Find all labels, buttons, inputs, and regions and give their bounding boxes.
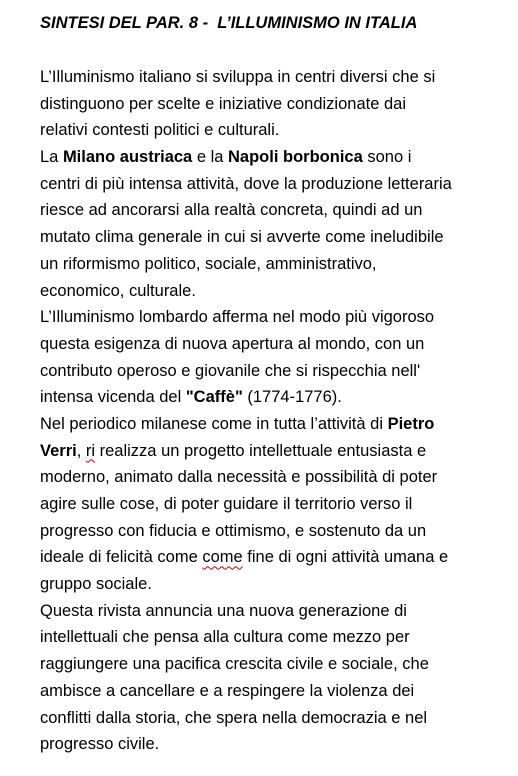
text-line: progresso con fiducia e ottimismo, e sostenuto da un <box>40 521 427 540</box>
text-line: mutato clima generale in cui si avverte come ineludibile <box>40 228 444 247</box>
text-line: ambisce a cancellare e a respingere la violenza dei <box>40 681 415 700</box>
text-line: questa esigenza di nuova apertura al mondo, con un <box>40 334 425 353</box>
text-line: agire sulle cose, di poter guidare il territorio verso il <box>40 495 413 513</box>
text-line: intellettuali che pensa alla cultura come mezzo per <box>40 628 410 647</box>
text-line: moderno, animato dalla necessità e possibilità di poter <box>40 468 438 487</box>
text-line: relativi contesti politici e culturali. <box>40 121 280 140</box>
text-line: progresso civile. <box>40 735 160 754</box>
text-run: ideale di felicità come <box>40 548 203 567</box>
text-line: raggiungere una pacifica crescita civile e sociale, che <box>40 655 429 674</box>
text-run: e la <box>192 148 229 167</box>
bold-term-verri: Verri <box>40 441 77 460</box>
text-run: (1774-1776). <box>242 388 342 407</box>
text-line <box>40 411 510 438</box>
text-line: distinguono per scelte e iniziative condizionate dai <box>40 94 406 113</box>
text-line: un riformismo politico, sociale, amministrativo, <box>40 254 377 273</box>
text-run: sono i <box>362 148 412 167</box>
text-line <box>40 438 510 465</box>
text-line: contributo operoso e giovanile che si rispecchia nell' <box>40 361 421 380</box>
text-run: , <box>76 441 86 460</box>
text-run: realizza un progetto intellettuale entusiasta e <box>95 441 427 460</box>
text-line: Questa rivista annuncia una nuova generazione di <box>40 601 407 620</box>
bold-term-napoli: Napoli borbonica <box>228 148 363 167</box>
text-run: La <box>40 148 63 167</box>
bold-term-pietro: Pietro <box>387 414 435 433</box>
text-run: Nel periodico milanese come in tutta l’attività di <box>40 414 388 433</box>
text-run: intensa vicenda del <box>40 388 186 407</box>
text-line <box>40 544 510 571</box>
spellcheck-flagged-word: ri <box>85 441 96 460</box>
bold-term-caffe: "Caffè" <box>185 388 243 407</box>
bold-term-milano: Milano austriaca <box>62 148 193 167</box>
spellcheck-flagged-word: come <box>202 548 243 567</box>
text-line: L’Illuminismo lombardo afferma nel modo più vigoroso <box>40 308 435 327</box>
text-line: centri di più intensa attività, dove la produzione letteraria <box>40 174 452 193</box>
text-line: riesce ad ancorarsi alla realtà concreta, quindi ad un <box>40 201 423 220</box>
text-line <box>40 144 510 171</box>
document-body <box>40 64 510 758</box>
text-line <box>40 384 510 411</box>
text-line: conflitti dalla storia, che spera nella democrazia e nel <box>40 708 428 727</box>
text-line: economico, culturale. <box>40 281 196 300</box>
text-run: fine di ogni attività umana e <box>242 548 449 567</box>
text-line: gruppo sociale. <box>40 575 152 594</box>
text-line: L’Illuminismo italiano si sviluppa in centri diversi che si <box>40 68 436 86</box>
document-title: SINTESI DEL PAR. 8 - L’ILLUMINISMO IN ITALIA <box>40 14 418 32</box>
